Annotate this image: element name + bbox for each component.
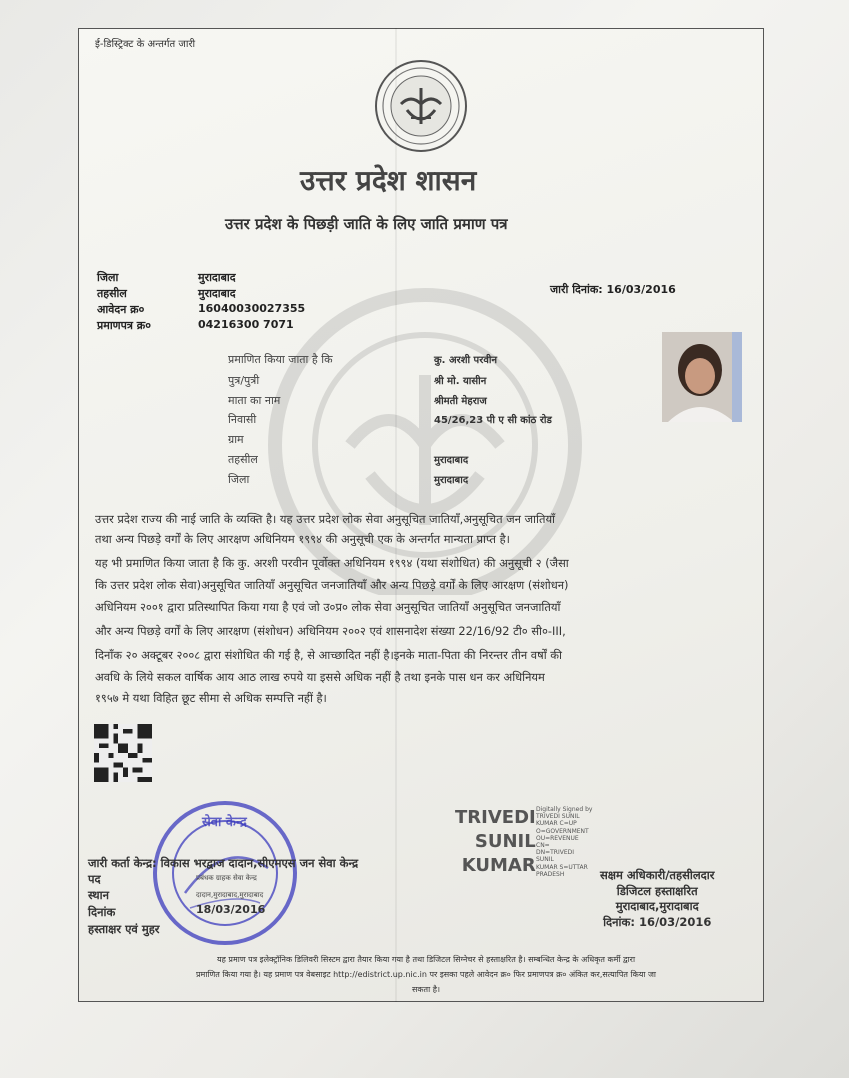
up-govt-emblem-icon [373,58,469,154]
signer-name-line: KUMAR [461,855,536,876]
body-line: अधिनियम २००१ द्वारा प्रतिस्थापित किया गया है एवं जो उ०प्र० लोक सेवा अनुसूचित जातियाँ अनुसूचित जनजातियाँ [95,600,561,614]
person-label: जिला [228,473,250,486]
meta-label: तहसील [97,287,127,300]
sign-seal-label: हस्ताक्षर एवं मुहर [88,922,160,936]
person-label: प्रमाणित किया जाता है कि [228,353,333,366]
tehsil: मुरादाबाद [434,455,469,466]
header-note: ई-डिस्ट्रिक्ट के अन्तर्गत जारी [95,39,196,50]
body-line: यह भी प्रमाणित किया जाता है कि कु. अरशी परवीन पूर्वोक्त अधिनियम १९९४ (यथा संशोधित) की अनुसूची २ (जैसा [95,556,569,570]
certificate-number: 04216300 7071 [198,318,294,331]
person-label: पुत्र/पुत्री [228,374,260,387]
authority-signed: डिजिटल हस्ताक्षरित [616,883,698,898]
applicant-photo [662,332,742,422]
qr-code-icon [93,724,153,782]
post-label: पद [88,872,101,886]
body-line: और अन्य पिछड़े वर्गों के लिए आरक्षण (संशोधन) अधिनियम २००२ एवं शासनादेश संख्या 22/16/92 टी० सी०-III, [95,624,566,638]
place-label: स्थान [88,888,109,902]
post-value: प्रबंधक ग्राहक सेवा केन्द्र [196,874,257,882]
stamp-text: सेवा केन्द्र [202,815,247,830]
person-label: निवासी [228,413,257,426]
address: 45/26,23 पी ए सी कांठ रोड [434,415,552,426]
date-label: दिनांक [88,905,116,919]
body-line: १९५७ मे यथा विहित छूट सीमा से अधिक सम्पत्ति नहीं है। [95,691,327,705]
meta-value: मुरादाबाद [198,271,236,284]
signer-name-line: TRIVEDI [455,807,536,828]
authority-date: दिनांक: 16/03/2016 [603,914,712,929]
body-line: अवधि के लिये सकल वार्षिक आय आठ लाख रुपये या इससे अधिक नहीं है तथा इनके पास धन कर अधिनियम [95,670,545,684]
certificate-subtitle: उत्तर प्रदेश के पिछड़ी जाति के लिए जाति प्रमाण पत्र [225,215,508,233]
person-label: माता का नाम [228,394,281,407]
footer-line: प्रमाणित किया गया है। यह प्रमाण पत्र वेबसाइट http://edistrict.up.nic.in पर इसका पहले आवेदन क्र० फिर प्रमाणपत्र क्र० अंकित कर,सत्यापित किया जा [195,970,656,979]
district: मुरादाबाद [434,475,469,486]
footer-line: यह प्रमाण पत्र इलेक्ट्रॉनिक डिलिवरी सिस्टम द्वारा तैयार किया गया है तथा डिजिटल सिग्नेचर से हस्ताक्षरित है। सम्बन्धित केन्द्र के अधिकृत कर्मी द्वारा [216,955,636,964]
authority-place: मुरादाबाद,मुरादाबाद [615,899,699,913]
signer-name-line: SUNIL [474,831,536,852]
body-line: कि उत्तर प्रदेश लोक सेवा)अनुसूचित जातियाँ अनुसूचित जनजातियाँ और अन्य पिछड़े वर्गों के लिए आरक्षण (संशोधन) [95,578,569,592]
official-stamp-icon [150,798,300,948]
meta-label: आवेदन क्र० [97,303,145,316]
person-portrait-icon [662,332,742,422]
body-line: उत्तर प्रदेश राज्य की नाई जाति के व्यक्ति है। यह उत्तर प्रदेश लोक सेवा अनुसूचित जातियाँ,अनुसूचित जन जातियाँ [95,512,556,526]
body-line: दिनाँक २० अक्टूबर २००८ द्वारा संशोधित की गई है, से आच्छादित नहीं है।इनके माता-पिता की निरन्तर तीन वर्षों की [95,648,562,662]
meta-value: मुरादाबाद [198,287,236,300]
father-name: श्री मो. यासीन [434,376,487,387]
meta-label: जिला [97,271,119,284]
footer-note [92,952,760,997]
issuer-center: जारी कर्ता केन्द्र: विकास भरद्वाज दादान,सीएमएस जन सेवा केन्द्र [88,856,359,870]
digital-signature-note: Digitally Signed by TRIVEDI SUNIL KUMAR C=UP O=GOVERNMENT OU=REVENUE CN= DN=TRIVEDI SUNIL KUMAR S=UTTAR PRADESH [536,806,593,878]
footer-line: सकता है। [411,985,440,994]
issuer-date: 18/03/2016 [196,903,266,916]
place-value: दादान,मुरादाबाद,मुरादाबाद [196,891,264,899]
mother-name: श्रीमती मेहराज [434,396,487,407]
issue-date: जारी दिनांक: 16/03/2016 [550,283,676,296]
application-number: 16040030027355 [198,302,306,315]
signer-name [455,806,536,878]
authority-title: सक्षम अधिकारी/तहसीलदार [600,868,715,882]
page-title: उत्तर प्रदेश शासन [300,164,477,197]
meta-label: प्रमाणपत्र क्र० [97,319,151,332]
applicant-name: कु. अरशी परवीन [434,355,498,366]
person-label: ग्राम [228,433,244,446]
person-label: तहसील [228,453,258,466]
authority-block [600,868,714,930]
body-line: तथा अन्य पिछड़े वर्गों के लिए आरक्षण अधिनियम १९९४ की अनुसूची एक के अन्तर्गत मान्यता प्राप्त है। [95,532,510,546]
